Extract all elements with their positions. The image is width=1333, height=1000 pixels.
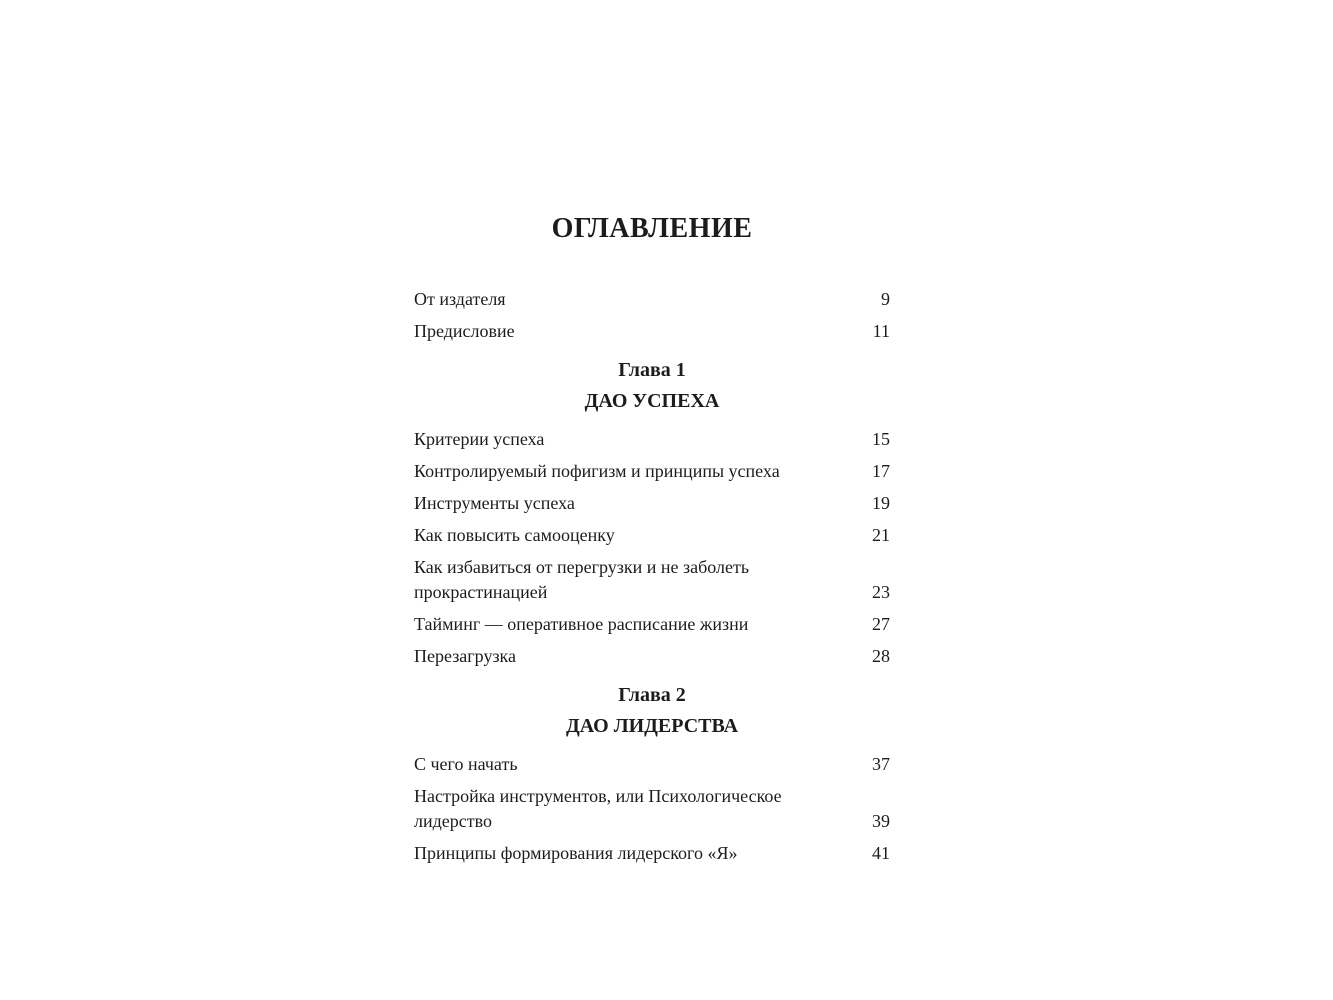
toc-entry	[414, 555, 890, 605]
toc-entry-page: 9	[881, 289, 890, 309]
chapter-title: ДАО ЛИДЕРСТВА	[565, 715, 739, 737]
toc-entry	[414, 612, 890, 637]
toc-entry-label: Контролируемый пофигизм и принципы успеха	[414, 461, 780, 481]
chapter-heading: Глава 2	[618, 684, 686, 706]
toc-entry	[414, 523, 890, 548]
toc-entry-label-line2: лидерство	[414, 811, 492, 831]
toc-entry	[414, 491, 890, 516]
toc-entry-label: Предисловие	[414, 321, 515, 341]
toc-entry	[414, 841, 890, 866]
toc-entry-page: 11	[872, 321, 890, 341]
toc-entry	[414, 784, 890, 834]
toc-entry-label: Инструменты успеха	[414, 493, 575, 513]
toc-entry-page: 19	[872, 493, 890, 513]
toc-entry-page: 21	[872, 525, 890, 545]
toc-entry-label: Как избавиться от перегрузки и не заболеть	[414, 557, 750, 577]
toc-entry	[414, 644, 890, 669]
toc-entry-label: С чего начать	[414, 754, 518, 774]
toc-entry-page: 28	[872, 646, 890, 666]
toc-entry-label: Критерии успеха	[414, 429, 545, 449]
toc-entry-label: Тайминг — оперативное расписание жизни	[414, 614, 749, 634]
toc-entry	[414, 752, 890, 777]
toc-column	[414, 212, 890, 873]
toc-entry-label: Перезагрузка	[414, 646, 517, 666]
toc-entry-page: 17	[872, 461, 890, 481]
toc-entry-page: 23	[872, 582, 890, 602]
toc-entry-page: 15	[872, 429, 890, 449]
toc-entry-page: 27	[872, 614, 890, 634]
toc-entry-page: 39	[872, 811, 890, 831]
toc-entry-label: Настройка инструментов, или Психологическое	[414, 786, 782, 806]
toc-entry-front-0	[414, 287, 890, 312]
toc-entry-label: Принципы формирования лидерского «Я»	[414, 843, 738, 863]
toc-entry	[414, 459, 890, 484]
chapter-1-heading-block	[414, 355, 890, 417]
toc-entry-label-line2: прокрастинацией	[414, 582, 548, 602]
page-title: ОГЛАВЛЕНИЕ	[551, 213, 753, 244]
toc-entry-page: 37	[872, 754, 890, 774]
toc-entry-front-1	[414, 319, 890, 344]
chapter-heading: Глава 1	[618, 359, 686, 381]
toc-entry-label: Как повысить самооценку	[414, 525, 615, 545]
toc-entry	[414, 427, 890, 452]
chapter-2-heading-block	[414, 680, 890, 742]
toc-entry-page: 41	[872, 843, 890, 863]
chapter-title: ДАО УСПЕХА	[584, 390, 720, 412]
toc-entry-label: От издателя	[414, 289, 506, 309]
